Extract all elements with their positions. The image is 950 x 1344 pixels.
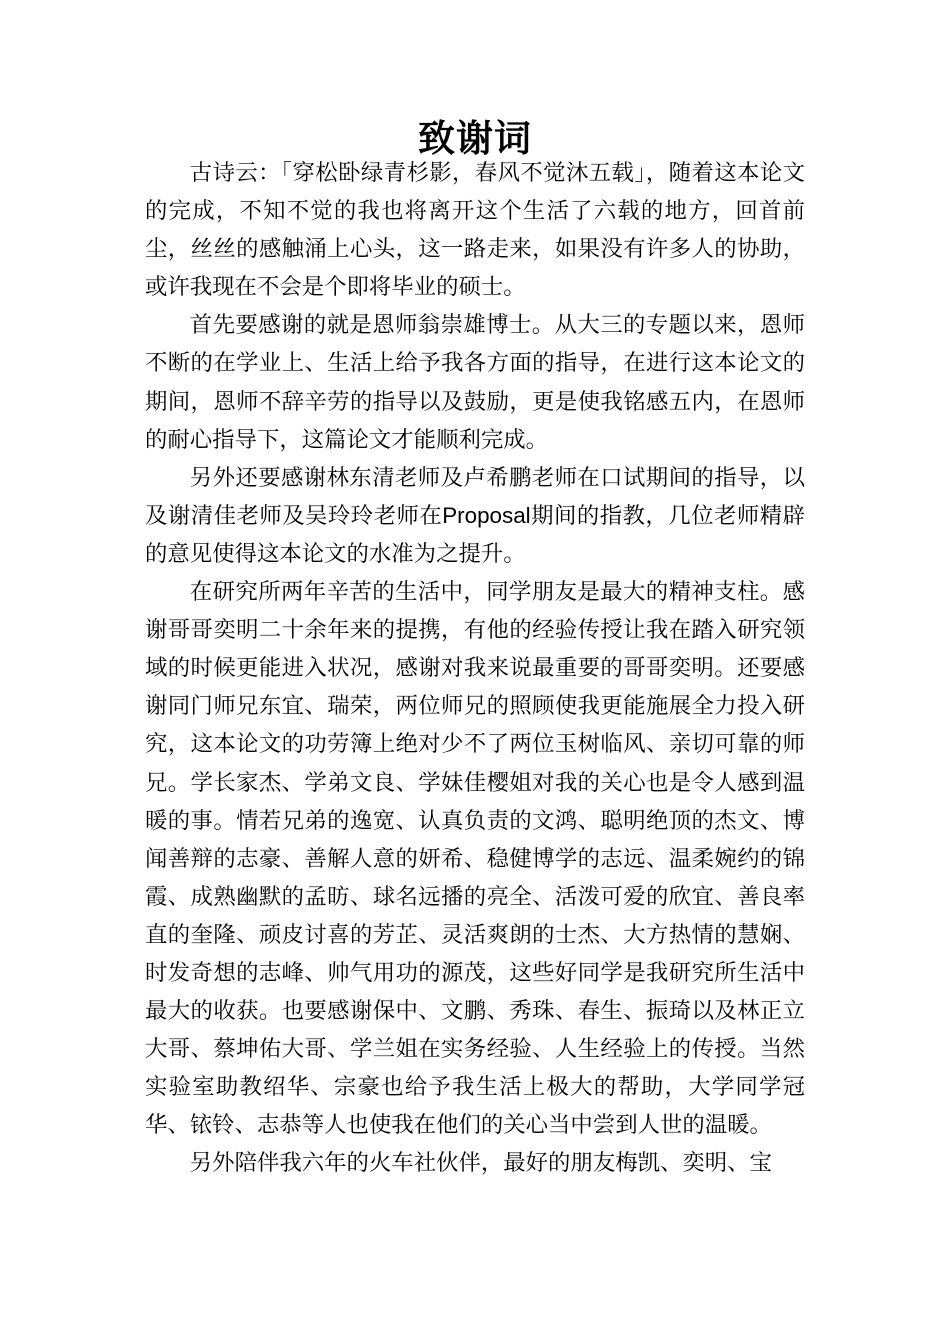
document-body <box>145 154 805 1183</box>
paragraph-committee <box>145 459 805 573</box>
paragraph-classmates <box>145 573 805 1144</box>
paragraph-text: 另外陪伴我六年的火车社伙伴，最好的朋友梅凯、奕明、宝 <box>189 1150 772 1177</box>
paragraph-intro <box>145 154 805 306</box>
paragraph-latin-term: Proposal <box>442 502 531 528</box>
paragraph-text: 期间的指教，几位老师精辟的意见使得这本论文的水准为之提升。 <box>145 502 806 567</box>
paragraph-advisor <box>145 306 805 458</box>
paragraph-text: 在研究所两年辛苦的生活中，同学朋友是最大的精神支柱。感谢哥哥奕明二十余年来的提携，有他的经验传授让我在踏入研究领域的时候更能进入状况，感谢对我来说最重要的哥哥奕明。还要感谢同门师兄东宜、瑞荣，两位师兄的照顾使我更能施展全力投入研究，这本论文的功劳簿上绝对少不了两位玉树临风、亲切可靠的师兄。学长家杰、学弟文良、学妹佳樱姐对我的关心也是令人感到温暖的事。情若兄弟的逸宽、认真负责的文鸿、聪明绝顶的杰文、博闻善辩的志豪、善解人意的妍希、稳健博学的志远、温柔婉约的锦霞、成熟幽默的孟昉、球名远播的亮全、活泼可爱的欣宜、善良率直的奎隆、顽皮讨喜的芳芷、灵活爽朗的士杰、大方热情的慧娴、时发奇想的志峰、帅气用功的源茂，这些好同学是我研究所生活中最大的收获。也要感谢保中、文鹏、秀珠、春生、振琦以及林正立大哥、蔡坤佑大哥、学兰姐在实务经验、人生经验上的传授。当然实验室助教绍华、宗豪也给予我生活上极大的帮助，大学同学冠华、铱铃、志恭等人也使我在他们的关心当中尝到人世的温暖。 <box>145 579 805 1139</box>
paragraph-friends <box>145 1144 805 1182</box>
page-title: 致谢词 <box>418 117 532 160</box>
paragraph-text: 另外还要感谢林东清老师及卢希鹏老师在口试期间的指导，以及谢清佳老师及吴玲玲老师在 <box>145 464 805 529</box>
paragraph-text: 首先要感谢的就是恩师翁崇雄博士。从大三的专题以来，恩师不断的在学业上、生活上给予我各方面的指导，在进行这本论文的期间，恩师不辞辛劳的指导以及鼓励，更是使我铭感五内，在恩师的耐心指导下，这篇论文才能顺利完成。 <box>145 312 805 453</box>
paragraph-text: 古诗云：「穿松卧绿青杉影，春风不觉沐五载」，随着这本论文的完成，不知不觉的我也将离开这个生活了六载的地方，回首前尘，丝丝的感触涌上心头，这一路走来，如果没有许多人的协助，或许我现在不会是个即将毕业的硕士。 <box>145 160 805 301</box>
